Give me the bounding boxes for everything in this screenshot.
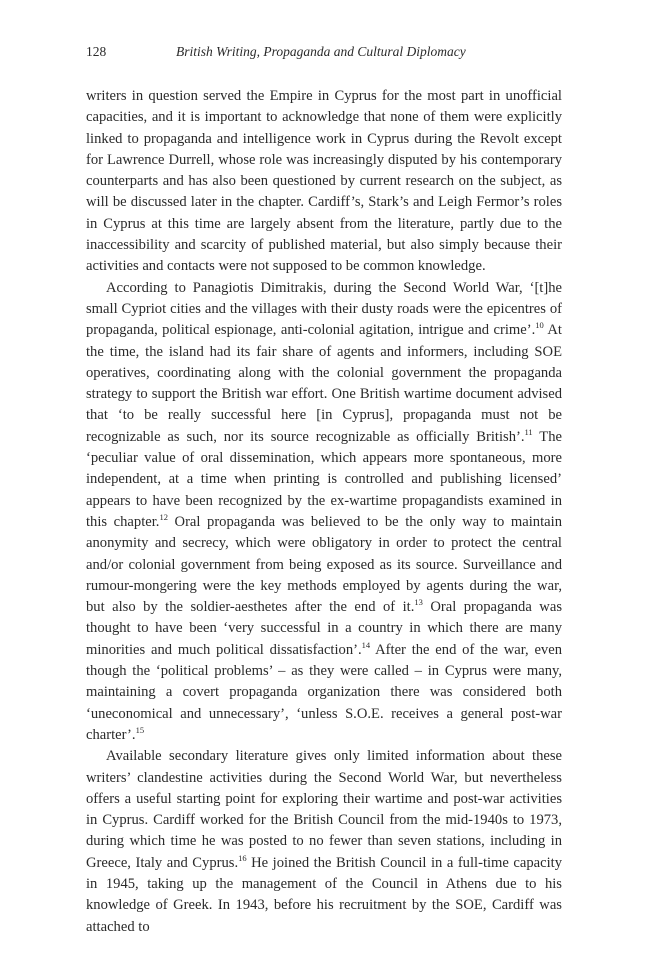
paragraph-text: At the time, the island had its fair share of agents and informers, including SOE operatives, coordinating along with the colonial government the propaganda strategy to support the British war effort. One British wartime document advised that ‘to be really successful here [in Cyprus], propaganda must not be recognizable as such, nor its source recognizable as officially British’. xyxy=(86,322,562,445)
footnote-marker: 10 xyxy=(535,320,544,331)
paragraph-text: After the end of the war, even though the ‘political problems’ – as they were called – in Cyprus were many, maintaining a covert propaganda organization there was considered both ‘uneconomical and unnecessary’, ‘unless S.O.E. receives a general post-war charter’. xyxy=(86,641,562,743)
paragraph xyxy=(86,86,562,278)
paragraph xyxy=(86,746,562,938)
paragraph-text: Available secondary literature gives only limited information about these writers’ clandestine activities during the Second World War, but nevertheless offers a useful starting point for exploring their wartime and post-war activities in Cyprus. Cardiff worked for the British Council from the mid-1940s to 1973, during which time he was posted to no fewer than seven stations, including in Greece, Italy and Cyprus. xyxy=(86,748,562,871)
footnote-marker: 13 xyxy=(414,597,423,608)
footnote-marker: 14 xyxy=(361,639,371,650)
footnote-marker: 11 xyxy=(524,426,533,437)
footnote-marker: 16 xyxy=(238,852,247,863)
running-title: British Writing, Propaganda and Cultural Diplomacy xyxy=(176,44,466,59)
footnote-marker: 15 xyxy=(135,725,145,736)
footnote-marker: 12 xyxy=(159,512,168,523)
paragraph-text: The ‘peculiar value of oral dissemination, which appears more spontaneous, more independent, at a time when printing is controlled and publishing licensed’ appears to have been recognized by the ex-wartime propagandists examined in this chapter. xyxy=(86,428,562,530)
paragraph-text: Oral propaganda was thought to have been ‘very successful in a country in which there are many minorities and much political dissatisfaction’. xyxy=(86,599,563,658)
paragraph-text: According to Panagiotis Dimitrakis, during the Second World War, ‘[t]he small Cypriot cities and the villages with their dusty roads were the epicentres of propaganda, political espionage, anti-colonial agitation, intrigue and crime’. xyxy=(86,279,562,339)
paragraph-text: writers in question served the Empire in Cyprus for the most part in unofficial capacities, and it is important to acknowledge that none of them were explicitly linked to propaganda and intelligence work in Cyprus during the Revolt except for Lawrence Durrell, whose role was increasingly disputed by his contemporary counterparts and has also been questioned by current research on the subject, as will be discussed later in the chapter. Cardiff’s, Stark’s and Leigh Fermor’s roles in Cyprus at this time are largely absent from the literature, partly due to the inaccessibility and scarcity of published material, but also simply because their activities and contacts were not supposed to be common knowledge. xyxy=(86,88,562,275)
running-head xyxy=(86,44,566,64)
paragraph xyxy=(86,278,562,747)
page-number: 128 xyxy=(86,44,107,59)
paragraph-text: He joined the British Council in a full-time capacity in 1945, taking up the management of the Council in Athens due to his knowledge of Greek. In 1943, before his recruitment by the SOE, Cardiff was attached to xyxy=(86,854,563,935)
body-text xyxy=(86,86,562,938)
paragraph-text: Oral propaganda was believed to be the only way to maintain anonymity and secrecy, which were obligatory in order to protect the central and/or colonial government from being exposed as its source. Surveillance and rumour-mongering were the key methods employed by agents during the war, but also by the soldier-aesthetes after the end of it. xyxy=(86,513,562,616)
